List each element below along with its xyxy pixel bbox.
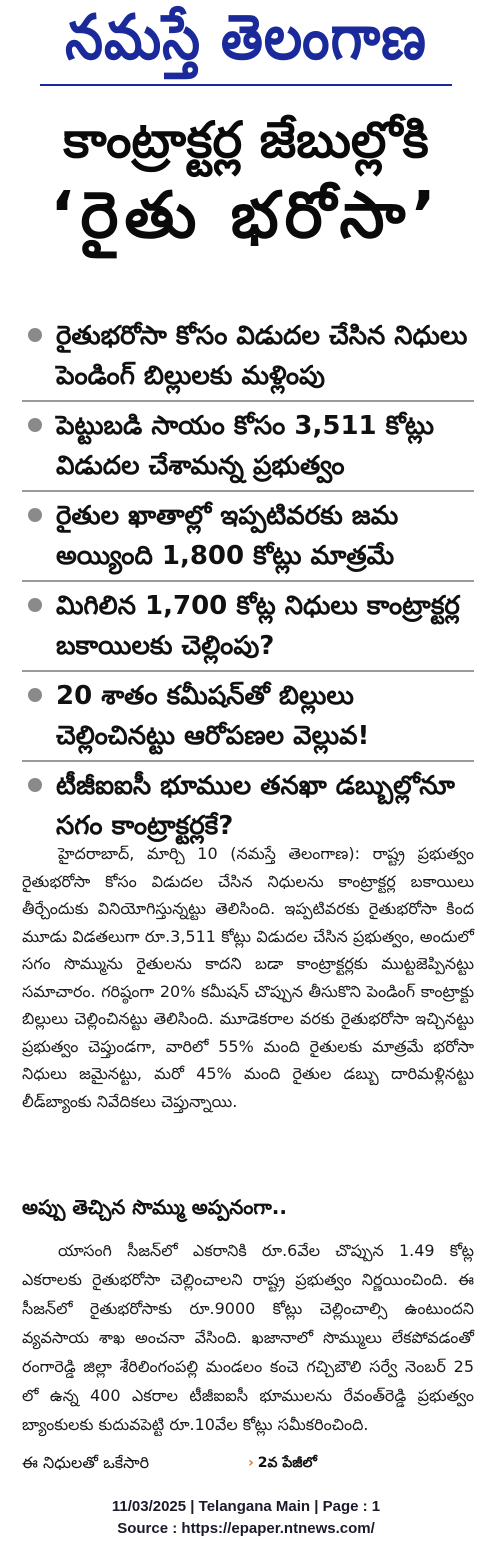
bullet-dot-icon [28,778,42,792]
article-paragraph: హైదరాబాద్, మార్చి 10 (నమస్తే తెలంగాణ): రాష్ట్ర ప్రభుత్వం రైతుభరోసా కోసం విడుదల చేసిన నిధులను కాంట్రాక్టర్ల బకాయిలు తీర్చేందుకు వినియోగిస్తున్నట్టు తెలిసింది. ఇప్పటివరకు రైతుభరోసా కింద మూడు విడతలుగా రూ.3,511 కోట్లు విడుదల చేసిన ప్రభుత్వం, అందులో సగం సొమ్మును రైతులను కాదని బడా కాంట్రాక్టర్లకు ముట్టజెప్పినట్టు సమాచారం. గరిష్ఠంగా 20% కమీషన్ చొప్పున తీసుకొని పెండింగ్ కాంట్రాక్టు బిల్లులు చెల్లించినట్టు తెలిసింది. మూడెకరాల వరకు రైతుభరోసా ఇచ్చినట్టు ప్రభుత్వం చెప్తుండగా, వారిలో 55% మంది రైతులకు మాత్రమే భరోసా నిధులు జమైనట్టు, మరో 45% మంది రైతుల డబ్బు దారిమళ్లినట్టు లీడ్‌బ్యాంకు నివేదికలు చెప్తున్నాయి. [22,844,474,1111]
newspaper-name: నమస్తే తెలంగాణ [65,0,427,74]
bullet-divider [22,670,474,672]
bullet-divider [22,760,474,762]
headline-line-1: కాంట్రాక్టర్ల జేబుల్లోకి [63,111,429,169]
bullet-item [22,316,474,396]
bullet-dot-icon [28,508,42,522]
headline-line-2: ‘రైతు భరోసా’ [50,179,442,253]
continued-on-page-link[interactable] [248,1450,317,1476]
bullet-item [22,766,474,846]
bullet-divider [22,580,474,582]
article-paragraph: యాసంగి సీజన్‌లో ఎకరానికి రూ.6వేల చొప్పున 1.49 కోట్ల ఎకరాలకు రైతుభరోసా చెల్లించాలని రాష్ట్ర ప్రభుత్వం నిర్ణయించింది. ఈ సీజన్‌లో రైతుభరోసాకు రూ.9000 కోట్లు చెల్లించాల్సి ఉంటుందని వ్యవసాయ శాఖ అంచనా వేసింది. ఖజానాలో సొమ్ములు లేకపోవడంతో రంగారెడ్డి జిల్లా శేరిలింగంపల్లి మండలం కంచె గచ్చిబౌలి సర్వే నెంబర్ 25 లో ఉన్న 400 ఎకరాల టీజీఐఐసీ భూములను రేవంత్‌రెడ్డి ప్రభుత్వం బ్యాంకులకు కుదువపెట్టి రూ.10వేల కోట్లు సమీకరించింది. [22,1241,474,1434]
article-body-2 [22,1236,474,1439]
bullet-item [22,586,474,666]
headline [0,108,492,260]
bullet-text: రైతుభరోసా కోసం విడుదల చేసిన నిధులు పెండింగ్ బిల్లులకు మళ్లింపు [56,321,468,391]
masthead [0,0,492,90]
footer-edition-info: 11/03/2025 | Telangana Main | Page : 1 [111,1498,381,1515]
bullet-text: టీజీఐఐసీ భూముల తనఖా డబ్బుల్లోనూ సగం కాంట్రాక్టర్లకే? [56,771,455,841]
bullet-text: 20 శాతం కమీషన్‌తో బిల్లులు చెల్లించినట్టు ఆరోపణల వెల్లువ! [56,681,370,751]
page-footer [0,1496,492,1540]
bullet-divider [22,400,474,402]
bullet-item [22,676,474,756]
bullet-text: మిగిలిన 1,700 కోట్ల నిధులు కాంట్రాక్టర్ల బకాయిలకు చెల్లింపు? [56,591,460,661]
bullet-divider [22,490,474,492]
bullet-text: పెట్టుబడి సాయం కోసం 3,511 కోట్లు విడుదల చేశామన్న ప్రభుత్వం [56,411,435,481]
article-tail-text: ఈ నిధులతో ఒకేసారి [22,1453,150,1472]
bullet-item [22,406,474,486]
continued-label: 2వ పేజీలో [257,1455,317,1471]
article-subheading: అప్పు తెచ్చిన సొమ్ము అప్పనంగా.. [22,1195,288,1219]
bullet-text: రైతుల ఖాతాల్లో ఇప్పటివరకు జమ అయ్యింది 1,800 కోట్లు మాత్రమే [56,501,399,571]
bullet-list [22,316,474,856]
bullet-dot-icon [28,598,42,612]
footer-source-link[interactable]: Source : https://epaper.ntnews.com/ [117,1520,375,1537]
bullet-dot-icon [28,418,42,432]
bullet-dot-icon [28,688,42,702]
bullet-item [22,496,474,576]
masthead-divider [40,84,452,86]
article-body [22,840,474,1115]
chevron-right-icon: › [248,1455,254,1471]
bullet-dot-icon [28,328,42,342]
article-tail [22,1450,474,1476]
